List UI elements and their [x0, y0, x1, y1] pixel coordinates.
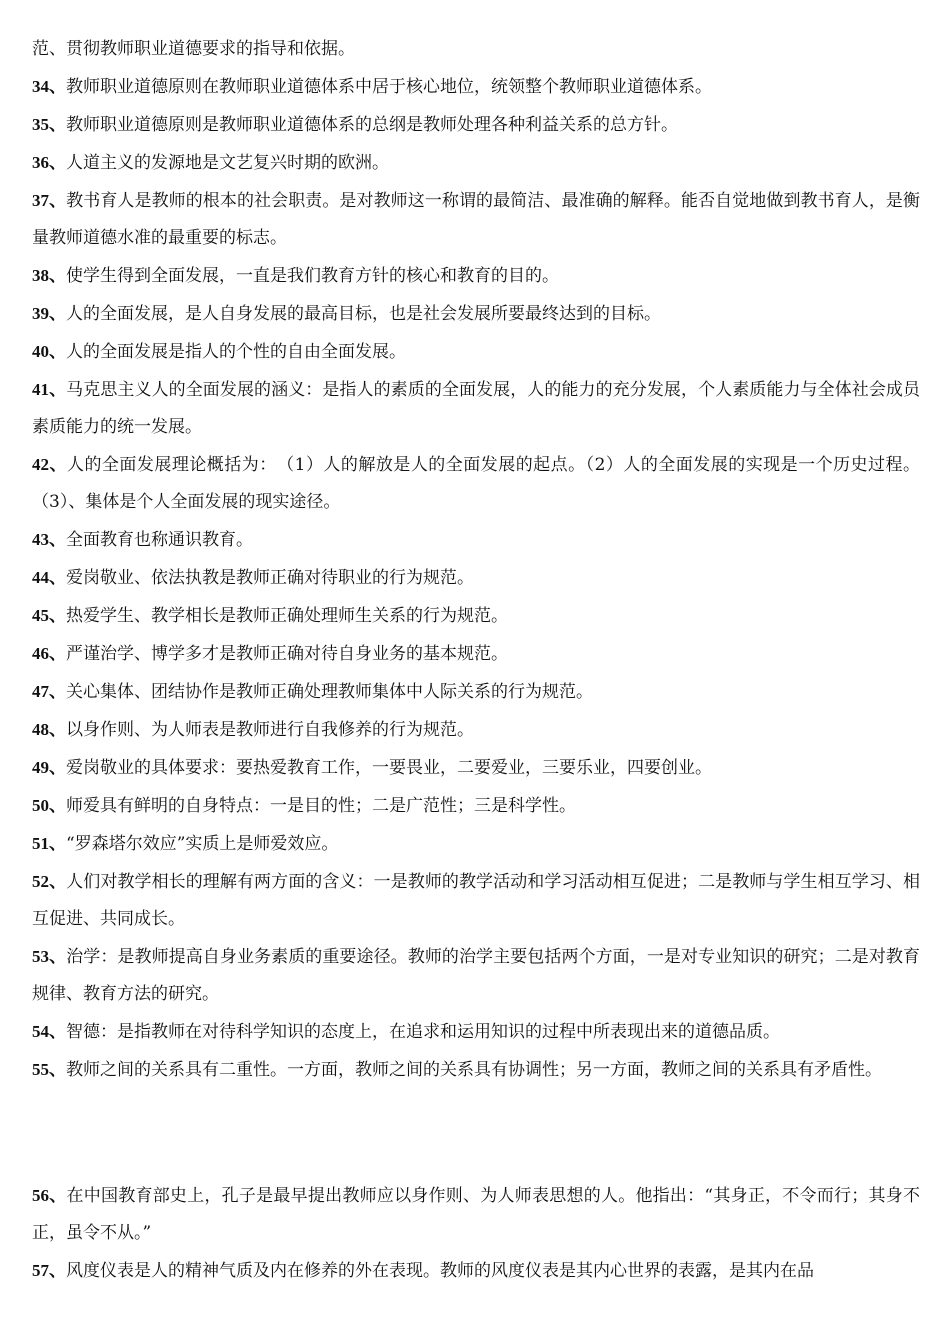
paragraph-55: 55、教师之间的关系具有二重性。一方面，教师之间的关系具有协调性；另一方面，教师之间的关系具有矛盾性。: [32, 1060, 882, 1080]
paragraph-56: 56、在中国教育部史上，孔子是最早提出教师应以身作则、为人师表思想的人。他指出：“其身正，不令而行；其身不正，虽令不从。”: [32, 1186, 920, 1243]
paragraph-51: 51、“罗森塔尔效应”实质上是师爱效应。: [32, 834, 339, 854]
paragraph-continuation: 范、贯彻教师职业道德要求的指导和依据。: [32, 39, 355, 59]
paragraph-35: 35、教师职业道德原则是教师职业道德体系的总纲是教师处理各种利益关系的总方针。: [32, 115, 678, 135]
paragraph-41: 41、马克思主义人的全面发展的涵义：是指人的素质的全面发展，人的能力的充分发展，个人素质能力与全体社会成员素质能力的统一发展。: [32, 380, 921, 437]
paragraph-57: 57、风度仪表是人的精神气质及内在修养的外在表现。教师的风度仪表是其内心世界的表露，是其内在品: [32, 1261, 814, 1281]
paragraph-36: 36、人道主义的发源地是文艺复兴时期的欧洲。: [32, 153, 389, 173]
paragraph-53: 53、治学：是教师提高自身业务素质的重要途径。教师的治学主要包括两个方面，一是对专业知识的研究；二是对教育规律、教育方法的研究。: [32, 947, 921, 1004]
paragraph-group-bottom: [32, 1177, 920, 1290]
paragraph-44: 44、爱岗敬业、依法执教是教师正确对待职业的行为规范。: [32, 568, 474, 588]
paragraph-43: 43、全面教育也称通识教育。: [32, 530, 253, 550]
paragraph-39: 39、人的全面发展，是人自身发展的最高目标，也是社会发展所要最终达到的目标。: [32, 304, 661, 324]
section-gap: [32, 1089, 920, 1177]
paragraph-40: 40、人的全面发展是指人的个性的自由全面发展。: [32, 342, 406, 362]
paragraph-52: 52、人们对教学相长的理解有两方面的含义：一是教师的教学活动和学习活动相互促进；二是教师与学生相互学习、相互促进、共同成长。: [32, 872, 921, 929]
paragraph-42: 42、人的全面发展理论概括为： （1）人的解放是人的全面发展的起点。（2）人的全面发展的实现是一个历史过程。（3）、集体是个人全面发展的现实途径。: [32, 455, 921, 512]
paragraph-48: 48、以身作则、为人师表是教师进行自我修养的行为规范。: [32, 720, 474, 740]
paragraph-34: 34、教师职业道德原则在教师职业道德体系中居于核心地位，统领整个教师职业道德体系。: [32, 77, 712, 97]
paragraph-47: 47、关心集体、团结协作是教师正确处理教师集体中人际关系的行为规范。: [32, 682, 593, 702]
paragraph-46: 46、严谨治学、博学多才是教师正确对待自身业务的基本规范。: [32, 644, 508, 664]
paragraph-38: 38、使学生得到全面发展，一直是我们教育方针的核心和教育的目的。: [32, 266, 559, 286]
paragraph-50: 50、师爱具有鲜明的自身特点：一是目的性；二是广范性；三是科学性。: [32, 796, 576, 816]
paragraph-37: 37、教书育人是教师的根本的社会职责。是对教师这一称谓的最简洁、最准确的解释。能否自觉地做到教书育人，是衡量教师道德水准的最重要的标志。: [32, 191, 921, 248]
paragraph-group-top: [32, 30, 920, 1089]
paragraph-45: 45、热爱学生、教学相长是教师正确处理师生关系的行为规范。: [32, 606, 508, 626]
document-page: [32, 30, 920, 1290]
paragraph-54: 54、智德：是指教师在对待科学知识的态度上，在追求和运用知识的过程中所表现出来的道德品质。: [32, 1022, 780, 1042]
paragraph-49: 49、爱岗敬业的具体要求：要热爱教育工作，一要畏业，二要爱业，三要乐业，四要创业。: [32, 758, 712, 778]
